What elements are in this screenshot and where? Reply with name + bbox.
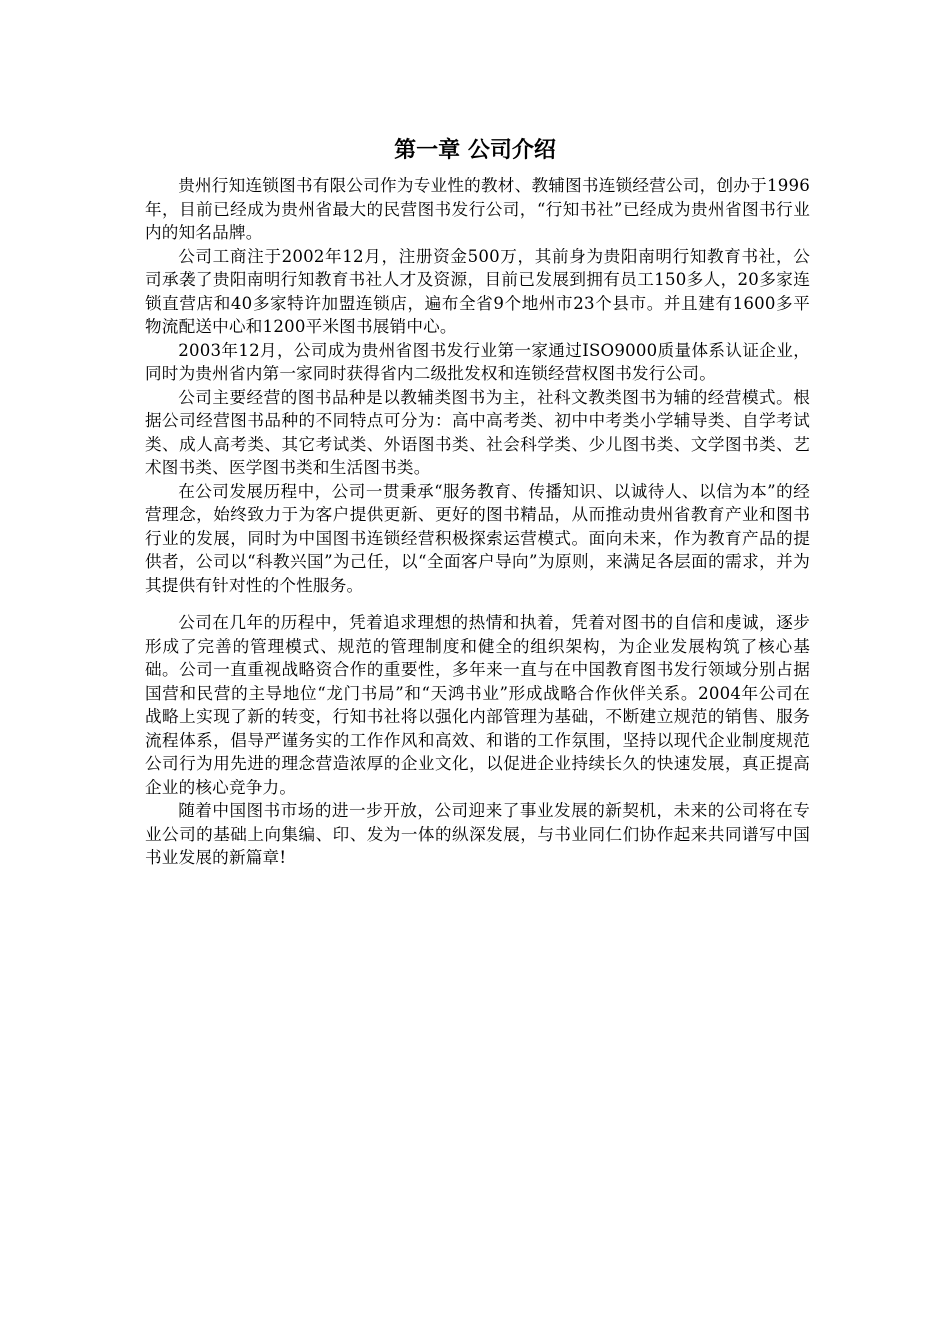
paragraph-iso-certification: 2003年12月，公司成为贵州省图书发行业第一家通过ISO9000质量体系认证企业，同时为贵州省内第一家同时获得省内二级批发权和连锁经营权图书发行公司。 xyxy=(145,340,810,383)
paragraph-future-outlook: 随着中国图书市场的进一步开放，公司迎来了事业发展的新契机，未来的公司将在专业公司的基础上向集编、印、发为一体的纵深发展，与书业同仁们协作起来共同谱写中国书业发展的新篇章! xyxy=(145,801,810,867)
paragraph-company-overview: 贵州行知连锁图书有限公司作为专业性的教材、教辅图书连锁经营公司，创办于1996年，目前已经成为贵州省最大的民营图书发行公司，“行知书社”已经成为贵州省图书行业内的知名品牌。 xyxy=(145,176,810,242)
paragraph-registration: 公司工商注于2002年12月，注册资金500万，其前身为贵阳南明行知教育书社，公司承袭了贵阳南明行知教育书社人才及资源，目前已发展到拥有员工150多人，20多家连锁直营店和40多家特许加盟连锁店，遍布全省9个地州市23个县市。并且建有1600多平物流配送中心和1200平米图书展销中心。 xyxy=(145,246,810,336)
document-body xyxy=(145,174,810,870)
paragraph-business-philosophy: 在公司发展历程中，公司一贯秉承“服务教育、传播知识、以诚待人、以信为本”的经营理念，始终致力于为客户提供更新、更好的图书精品，从而推动贵州省教育产业和图书行业的发展，同时为中国图书连锁经营积极探索运营模式。面向未来，作为教育产品的提供者，公司以“科教兴国”为己任，以“全面客户导向”为原则，来满足各层面的需求，并为其提供有针对性的个性服务。 xyxy=(145,481,810,595)
chapter-title: 第一章 公司介绍 xyxy=(394,138,556,163)
paragraph-management-strategy: 公司在几年的历程中，凭着追求理想的热情和执着，凭着对图书的自信和虔诚，逐步形成了完善的管理模式、规范的管理制度和健全的组织架构，为企业发展构筑了核心基础。公司一直重视战略资合作的重要性，多年来一直与在中国教育图书发行领域分别占据国营和民营的主导地位“龙门书局”和“天鸿书业”形成战略合作伙伴关系。2004年公司在战略上实现了新的转变，行知书社将以强化内部管理为基础，不断建立规范的销售、服务流程体系，倡导严谨务实的工作作风和高效、和谐的工作氛围，坚持以现代企业制度规范公司行为用先进的理念营造浓厚的企业文化，以促进企业持续长久的快速发展，真正提高企业的核心竞争力。 xyxy=(145,613,810,797)
paragraph-book-categories: 公司主要经营的图书品种是以教辅类图书为主，社科文教类图书为辅的经营模式。根据公司经营图书品种的不同特点可分为：高中高考类、初中中考类小学辅导类、自学考试类、成人高考类、其它考试类、外语图书类、社会科学类、少儿图书类、文学图书类、艺术图书类、医学图书类和生活图书类。 xyxy=(145,387,810,477)
